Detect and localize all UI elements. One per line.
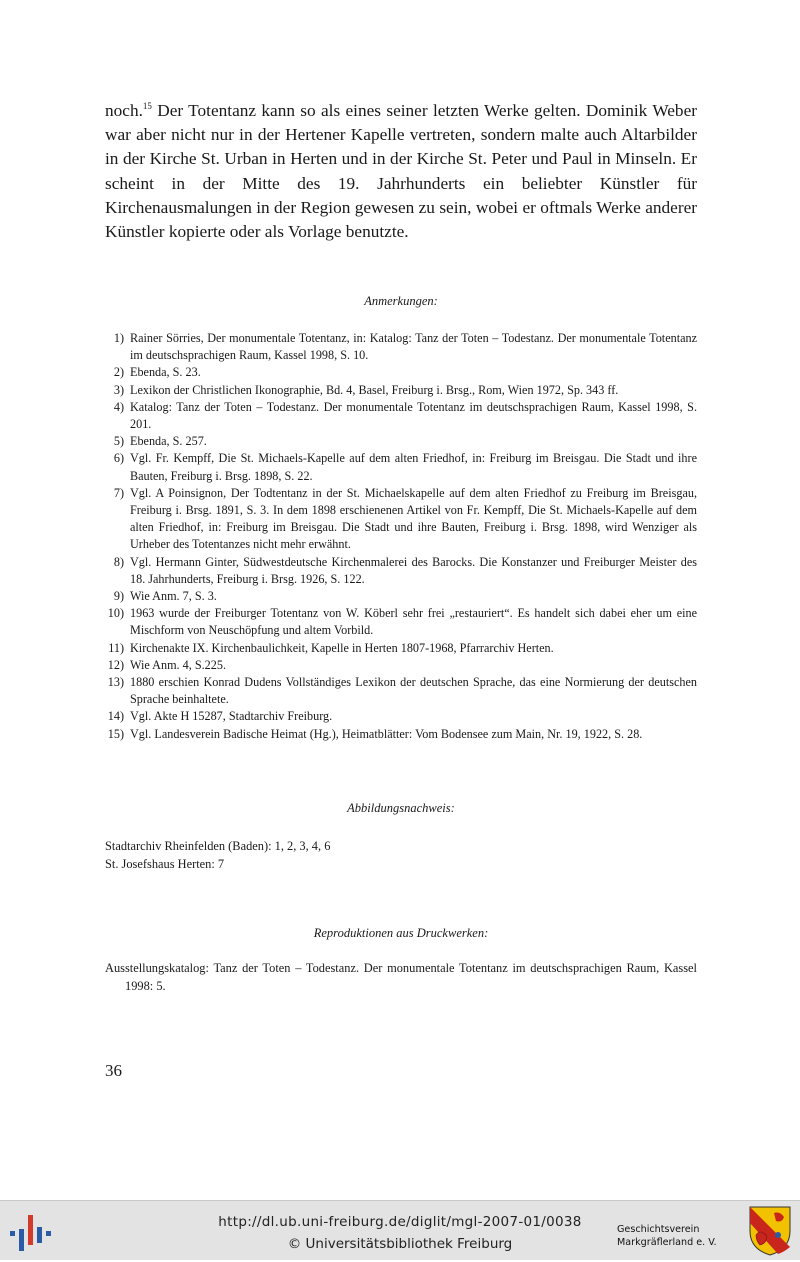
note-text: Vgl. Landesverein Badische Heimat (Hg.), Heimatblätter: Vom Bodensee zum Main, Nr. 19, 1922, S. 28. xyxy=(130,726,643,741)
note-number: 7) xyxy=(113,485,124,500)
note-item xyxy=(105,657,697,674)
note-item xyxy=(105,674,697,708)
note-item xyxy=(105,450,697,484)
note-item xyxy=(105,605,697,639)
note-text: Wie Anm. 7, S. 3. xyxy=(130,589,217,604)
note-number: 11) xyxy=(108,640,124,655)
note-item xyxy=(105,399,697,433)
note-text: Lexikon der Christlichen Ikonographie, Bd. 4, Basel, Freiburg i. Brsg., Rom, Wien 1972, Sp. 343 ff. xyxy=(130,382,619,397)
note-item xyxy=(105,708,697,725)
note-number: 8) xyxy=(113,554,124,569)
credit-line: Stadtarchiv Rheinfelden (Baden): 1, 2, 3, 4, 6 xyxy=(105,839,331,853)
note-text: Vgl. Akte H 15287, Stadtarchiv Freiburg. xyxy=(130,709,333,724)
credit-line: St. Josefshaus Herten: 7 xyxy=(105,856,225,871)
note-text: Ebenda, S. 23. xyxy=(130,365,201,380)
footer-citation xyxy=(170,1211,630,1255)
note-number: 10) xyxy=(107,606,124,621)
note-text: 1880 erschien Konrad Dudens Vollständiges Lexikon der deutschen Sprache, das eine Normierung der deutschen Sprache beinhaltete. xyxy=(130,675,697,707)
note-item xyxy=(105,382,697,399)
note-item xyxy=(105,485,697,554)
note-text: Rainer Sörries, Der monumentale Totentanz, in: Katalog: Tanz der Toten – Todestanz. Der monumentale Totentanz im deutschsprachigen Raum, Kassel 1998, S. 10. xyxy=(130,331,697,363)
note-number: 13) xyxy=(107,675,124,690)
credits-heading: Abbildungsnachweis: xyxy=(347,801,455,815)
note-number: 3) xyxy=(113,382,124,397)
reproductions-heading: Reproduktionen aus Druckwerken: xyxy=(313,926,489,940)
note-text: 1963 wurde der Freiburger Totentanz von W. Köberl sehr frei „restauriert“. Es handelt sich dabei eher um eine Mischform von Neuschöpfung und altem Vorbild. xyxy=(130,606,697,638)
reproductions-text: Ausstellungskatalog: Tanz der Toten – Todestanz. Der monumentale Totentanz im deutschsprachigen Raum, Kassel 1998: 5. xyxy=(105,961,697,993)
society-name-line: Geschichtsverein xyxy=(617,1224,700,1235)
viewer-footer xyxy=(0,1200,800,1260)
note-text: Kirchenakte IX. Kirchenbaulichkeit, Kapelle in Herten 1807-1968, Pfarrarchiv Herten. xyxy=(130,640,554,655)
note-text: Wie Anm. 4, S.225. xyxy=(130,657,226,672)
note-number: 15) xyxy=(107,726,124,741)
note-text: Vgl. Fr. Kempff, Die St. Michaels-Kapelle auf dem alten Friedhof, in: Freiburg im Breisgau. Die Stadt und ihre Bauten, Freiburg i. Brsg. 1898, S. 22. xyxy=(130,451,697,483)
note-item xyxy=(105,640,697,657)
body-paragraph xyxy=(105,99,697,244)
ub-freiburg-logo-icon[interactable] xyxy=(8,1209,52,1260)
note-item xyxy=(105,588,697,605)
note-item xyxy=(105,554,697,588)
note-text: Katalog: Tanz der Toten – Todestanz. Der monumentale Totentanz im deutschsprachigen Raum, Kassel 1998, S. 201. xyxy=(130,399,697,432)
note-number: 2) xyxy=(113,365,124,380)
society-name xyxy=(617,1223,717,1249)
credits-list xyxy=(105,838,697,873)
body-text-start: noch. xyxy=(105,101,143,120)
footer-url-link[interactable]: http://dl.ub.uni-freiburg.de/diglit/mgl-2007-01/0038 xyxy=(218,1214,582,1230)
body-text-rest: Der Totentanz kann so als eines seiner letzten Werke gelten. Dominik Weber war aber nicht nur in der Hertener Kapelle vertreten, sondern malte auch Altarbilder in der Kirche St. Urban in Herten und in der Kirche St. Peter und Paul in Minseln. Er scheint in der Mitte des 19. Jahrhunderts ein beliebter Künstler für Kirchenausmalungen in der Region gewesen zu sein, wobei er oftmals Werke anderer Künstler kopierte oder als Vorlage benutzte. xyxy=(105,101,697,242)
note-item xyxy=(105,364,697,381)
footnote-reference[interactable]: 15 xyxy=(142,101,152,111)
note-number: 5) xyxy=(113,434,124,449)
notes-list xyxy=(105,330,697,743)
notes-heading: Anmerkungen: xyxy=(364,294,438,308)
note-number: 6) xyxy=(113,451,124,466)
note-item xyxy=(105,433,697,450)
note-item xyxy=(105,330,697,364)
note-number: 12) xyxy=(107,657,124,672)
coat-of-arms-icon[interactable] xyxy=(748,1205,792,1262)
note-number: 1) xyxy=(113,331,124,345)
note-item xyxy=(105,726,697,743)
page-number: 36 xyxy=(105,1061,122,1080)
note-text: Ebenda, S. 257. xyxy=(130,434,207,449)
society-name-line: Markgräflerland e. V. xyxy=(617,1237,717,1248)
note-number: 4) xyxy=(113,399,124,414)
note-number: 14) xyxy=(107,709,124,724)
footer-copyright: © Universitätsbibliothek Freiburg xyxy=(287,1236,513,1252)
note-text: Vgl. Hermann Ginter, Südwestdeutsche Kirchenmalerei des Barocks. Die Konstanzer und Freiburger Meister des 18. Jahrhunderts, Freiburg i. Brsg. 1926, S. 122. xyxy=(130,554,697,586)
note-number: 9) xyxy=(113,589,124,604)
note-text: Vgl. A Poinsignon, Der Todtentanz in der St. Michaelskapelle auf dem alten Friedhof zu Freiburg im Breisgau, Freiburg i. Brsg. 1891, S. 3. In dem 1898 erschienenen Artikel von Fr. Kempff, Die St. Michaels-Kapelle auf dem alten Friedhof, in: Freiburg im Breisgau. Die Stadt und ihre Bauten, Freiburg i. Brsg. 1898, wird Wenziger als Urheber des Totentanzes nicht mehr erwähnt. xyxy=(130,485,697,552)
